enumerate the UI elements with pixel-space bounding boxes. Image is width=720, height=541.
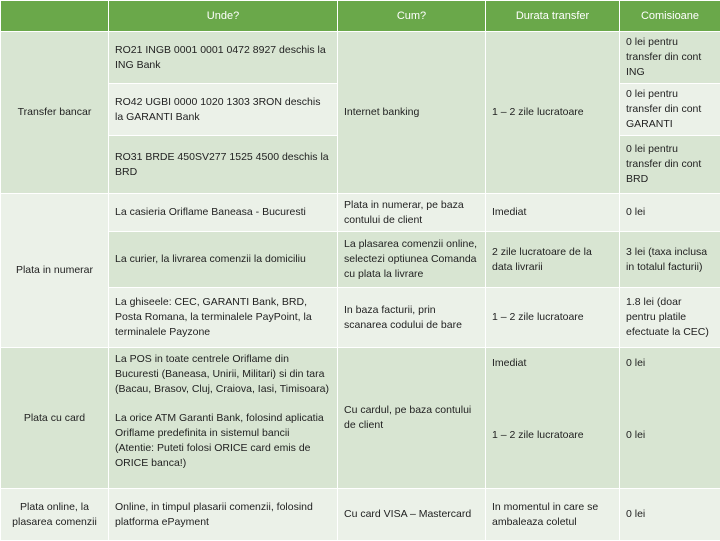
- card-duration: [486, 348, 620, 489]
- table-row: [1, 232, 720, 288]
- header-corner: [1, 1, 109, 32]
- table-row: [1, 32, 720, 84]
- table-row: [1, 194, 720, 232]
- online-duration: In momentul in care se ambaleaza coletul: [486, 489, 620, 541]
- table-row: [1, 348, 720, 489]
- card-fee: [620, 348, 720, 489]
- account-garanti: RO42 UGBI 0000 1020 1303 3RON deschis la GARANTI Bank: [109, 84, 338, 136]
- card-where-pos: La POS in toate centrele Oriflame din Bucuresti (Baneasa, Unirii, Militari) si din tara (Bacau, Brasov, Cluj, Craiova, Iasi, Timisoara): [115, 352, 331, 397]
- transfer-duration: 1 – 2 zile lucratoare: [486, 32, 620, 194]
- cash-fee-3: 1.8 lei (doar pentru platile efectuate la CEC): [620, 288, 720, 348]
- header-row: [1, 1, 720, 32]
- cash-fee-2: 3 lei (taxa inclusa in totalul facturii): [620, 232, 720, 288]
- card-how: Cu cardul, pe baza contului de client: [338, 348, 486, 489]
- category-cash: Plata in numerar: [1, 194, 109, 348]
- cash-where-3: La ghiseele: CEC, GARANTI Bank, BRD, Posta Romana, la terminalele PayPoint, la terminalele Payzone: [109, 288, 338, 348]
- cash-how-1: Plata in numerar, pe baza contului de client: [338, 194, 486, 232]
- card-duration-atm: 1 – 2 zile lucratoare: [492, 428, 613, 443]
- header-where: Unde?: [109, 1, 338, 32]
- online-fee: 0 lei: [620, 489, 720, 541]
- header-how: Cum?: [338, 1, 486, 32]
- cash-how-3: In baza facturii, prin scanarea codului de bare: [338, 288, 486, 348]
- table-row: [1, 489, 720, 541]
- account-ing: RO21 INGB 0001 0001 0472 8927 deschis la ING Bank: [109, 32, 338, 84]
- category-online: Plata online, la plasarea comenzii: [1, 489, 109, 541]
- category-transfer: Transfer bancar: [1, 32, 109, 194]
- card-where: [109, 348, 338, 489]
- account-brd: RO31 BRDE 450SV277 1525 4500 deschis la BRD: [109, 136, 338, 194]
- header-fees: Comisioane: [620, 1, 720, 32]
- card-where-atm: La orice ATM Garanti Bank, folosind aplicatia Oriflame predefinita in sistemul bancii (Atentie: Puteti folosi ORICE card emis de ORICE banca!): [115, 411, 331, 471]
- card-duration-pos: Imediat: [492, 356, 613, 371]
- transfer-how: Internet banking: [338, 32, 486, 194]
- card-fee-pos: 0 lei: [626, 356, 714, 371]
- category-card: Plata cu card: [1, 348, 109, 489]
- online-how: Cu card VISA – Mastercard: [338, 489, 486, 541]
- card-where-gap: [115, 397, 331, 411]
- table-row: [1, 288, 720, 348]
- cash-how-2: La plasarea comenzii online, selectezi optiunea Comanda cu plata la livrare: [338, 232, 486, 288]
- header-duration: Durata transfer: [486, 1, 620, 32]
- fee-garanti: 0 lei pentru transfer din cont GARANTI: [620, 84, 720, 136]
- fee-brd: 0 lei pentru transfer din cont BRD: [620, 136, 720, 194]
- online-where: Online, in timpul plasarii comenzii, folosind platforma ePayment: [109, 489, 338, 541]
- cash-duration-3: 1 – 2 zile lucratoare: [486, 288, 620, 348]
- cash-duration-2: 2 zile lucratoare de la data livrarii: [486, 232, 620, 288]
- cash-duration-1: Imediat: [486, 194, 620, 232]
- cash-where-1: La casieria Oriflame Baneasa - Bucuresti: [109, 194, 338, 232]
- card-fee-atm: 0 lei: [626, 428, 714, 443]
- cash-where-2: La curier, la livrarea comenzii la domiciliu: [109, 232, 338, 288]
- cash-fee-1: 0 lei: [620, 194, 720, 232]
- fee-ing: 0 lei pentru transfer din cont ING: [620, 32, 720, 84]
